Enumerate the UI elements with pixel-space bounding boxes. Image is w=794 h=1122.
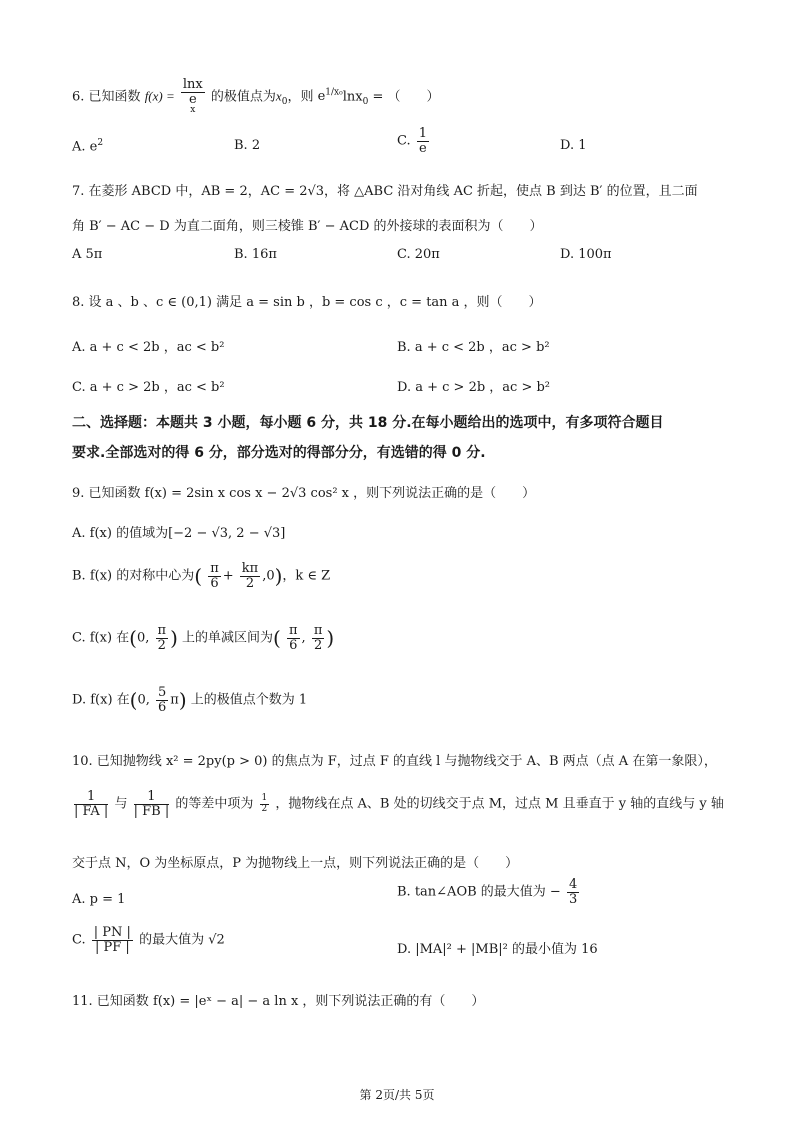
q8-option-c: C. a + c > 2b ，ac < b² [72,380,225,395]
q9-option-d: D. f(x) 在(0, $\frac{5}{6}$ π) 上的极值点个数为 1 [72,685,308,715]
q7-option-a: A 5π [72,247,103,262]
q7-option-b: B. 16π [234,247,277,262]
q6-option-b: B. 2 [234,138,261,153]
q7-option-d: D. 100π [560,247,612,262]
q9-option-c: C. f(x) 在(0, $\frac{\pi}{2}$ ) 上的单减区间为( $\frac{\pi}{6}$ , $\frac{\pi}{2}$ ) [72,623,335,653]
q10-line3: 交于点 N，O 为坐标原点，P 为抛物线上一点，则下列说法正确的是（ ） [72,856,519,871]
q6-option-d: D. 1 [560,138,587,153]
section2-heading-line2: 要求.全部选对的得 6 分，部分选对的得部分分，有选错的得 0 分. [72,445,486,461]
q6-stem: 6. 已知函数 f(x) = lnx e x 的极值点为$x_0$，则 $e^{1/x_0}\ln x_0$ = （ ） [72,77,440,116]
q9-stem: 9. 已知函数 f(x) = 2sin x cos x − 2√3 cos² x ，则下列说法正确的是（ ） [72,486,536,501]
q9-option-b: B. f(x) 的对称中心为( $\frac{\pi}{6}$ + $\frac{k\pi}{2}$ ,0)，k ∈ Z [72,561,331,591]
page-footer: 第 2页/共 5页 [359,1088,435,1102]
q11-stem: 11. 已知函数 f(x) = |eˣ − a| − a ln x ，则下列说法正确的有（ ） [72,994,485,1009]
q9-option-a: A. f(x) 的值域为[−2 − √3, 2 − √3] [72,526,286,541]
q7-option-c: C. 20π [397,247,440,262]
q6-fraction: lnx e x [182,77,203,116]
q7-line1: 7. 在菱形 ABCD 中，AB = 2，AC = 2√3，将 △ABC 沿对角线 AC 折起，使点 B 到达 B′ 的位置，且二面 [72,184,698,199]
q10-option-b: B. tan∠AOB 的最大值为 − $\frac{4}{3}$ [397,877,578,907]
q7-line2: 角 B′ − AC − D 为直二面角，则三棱锥 B′ − ACD 的外接球的表面积为（ ） [72,219,543,234]
q6-option-a: A. $e^2$ [72,138,104,155]
q10-line1: 10. 已知抛物线 x² = 2py(p > 0) 的焦点为 F，过点 F 的直线 l 与抛物线交于 A、B 两点（点 A 在第一象限）， [72,754,717,769]
q8-option-b: B. a + c < 2b ，ac > b² [397,340,550,355]
q6-option-c: C. $\frac{1}{e}$ [397,126,428,156]
q10-line2: $\frac{1}{| FA |}$ 与 $\frac{1}{| FB |}$ 的等差中项为 $\frac{1}{2}$ ，抛物线在点 A、B 处的切线交于点 M，过点 M 且垂直于 y 轴的直线与 y 轴 [74,789,724,819]
q10-option-c: C. $\frac{| PN |}{| PF |}$ 的最大值为 √2 [72,925,225,955]
q10-option-d: D. |MA|² + |MB|² 的最小值为 16 [397,942,598,957]
q8-option-a: A. a + c < 2b ，ac < b² [72,340,225,355]
section2-heading-line1: 二、选择题：本题共 3 小题，每小题 6 分，共 18 分.在每小题给出的选项中，有多项符合题目 [72,415,664,431]
q8-option-d: D. a + c > 2b ，ac > b² [397,380,551,395]
q10-option-a: A. p = 1 [72,892,126,907]
q8-stem: 8. 设 a 、b 、c ∈ (0,1) 满足 a = sin b ，b = cos c ，c = tan a ，则（ ） [72,295,542,310]
